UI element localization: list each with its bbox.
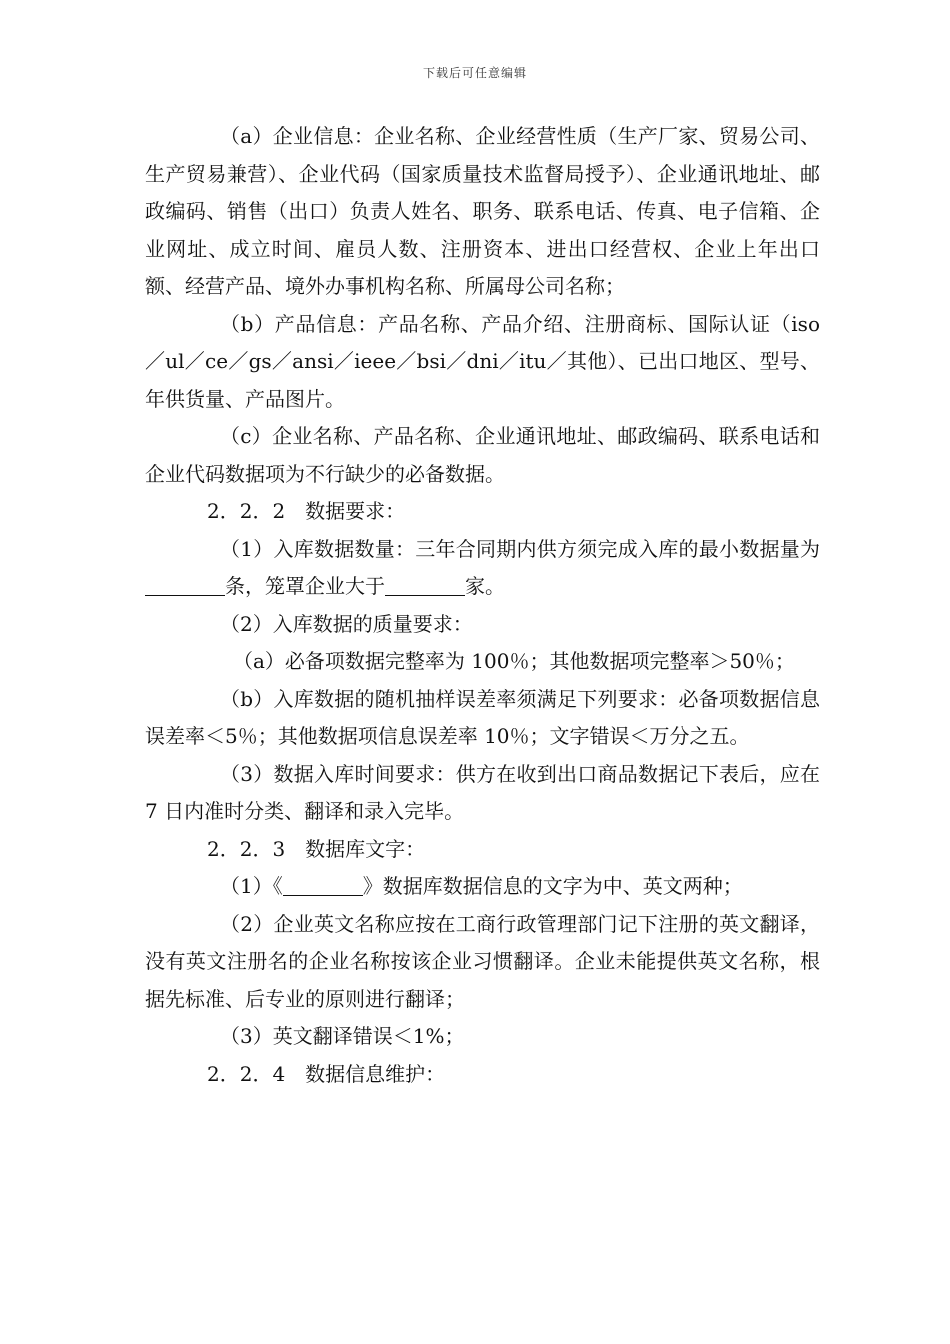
blank-underline-database-name xyxy=(283,875,363,896)
paragraph-english-name-translation: （2）企业英文名称应按在工商行政管理部门记下注册的英文翻译，没有英文注册名的企业名称按该企业习惯翻译。企业未能提供英文名称，根据先标准、后专业的原则进行翻译； xyxy=(145,911,820,1011)
document-body xyxy=(145,118,820,1093)
page-header: 下载后可任意编辑 xyxy=(422,66,527,80)
paragraph-translation-error: （3）英文翻译错误＜1%； xyxy=(220,1024,465,1048)
paragraph-entry-time: （3）数据入库时间要求：供方在收到出口商品数据记下表后，应在 7 日内准时分类、翻译和录入完毕。 xyxy=(145,761,820,823)
data-quantity-text-3: 家。 xyxy=(465,574,505,598)
section-heading-2-2-2: 2．2．2 数据要求： xyxy=(207,499,406,523)
paragraph-completeness-rate: （a）必备项数据完整率为 100％；其他数据项完整率＞50％； xyxy=(233,649,795,673)
blank-underline-records xyxy=(145,575,225,596)
paragraph-error-rate: （b）入库数据的随机抽样误差率须满足下列要求：必备项数据信息误差率＜5％；其他数据项信息误差率 10％；文字错误＜万分之五。 xyxy=(145,686,820,748)
blank-underline-companies xyxy=(385,575,465,596)
paragraph-data-quantity xyxy=(145,531,820,606)
section-heading-2-2-3: 2．2．3 数据库文字： xyxy=(207,836,426,861)
paragraph-required-data: （c）企业名称、产品名称、企业通讯地址、邮政编码、联系电话和企业代码数据项为不行缺少的必备数据。 xyxy=(145,424,820,486)
data-quantity-text-1: （1）入库数据数量：三年合同期内供方须完成入库的最小数据量为 xyxy=(220,536,820,561)
section-heading-2-2-4: 2．2．4 数据信息维护： xyxy=(207,1061,446,1086)
database-language-text-2: 》数据库数据信息的文字为中、英文两种； xyxy=(362,874,743,898)
paragraph-company-info: （a）企业信息：企业名称、企业经营性质（生产厂家、贸易公司、生产贸易兼营）、企业代码（国家质量技术监督局授予）、企业通讯地址、邮政编码、销售（出口）负责人姓名、职务、联系电话、传真、电子信箱、企业网址、成立时间、雇员人数、注册资本、进出口经营权、企业上年出口额、经营产品、境外办事机构名称、所属母公司名称； xyxy=(145,124,820,298)
paragraph-quality-requirements: （2）入库数据的质量要求： xyxy=(220,611,473,636)
database-language-text-1: （1）《 xyxy=(220,874,283,898)
paragraph-product-info: （b）产品信息：产品名称、产品介绍、注册商标、国际认证（iso／ul／ce／gs／ansi／ieee／bsi／dni／itu／其他）、已出口地区、型号、年供货量、产品图片。 xyxy=(145,311,820,411)
data-quantity-text-2: 条，笼罩企业大于 xyxy=(225,574,385,598)
paragraph-database-language xyxy=(145,868,820,906)
